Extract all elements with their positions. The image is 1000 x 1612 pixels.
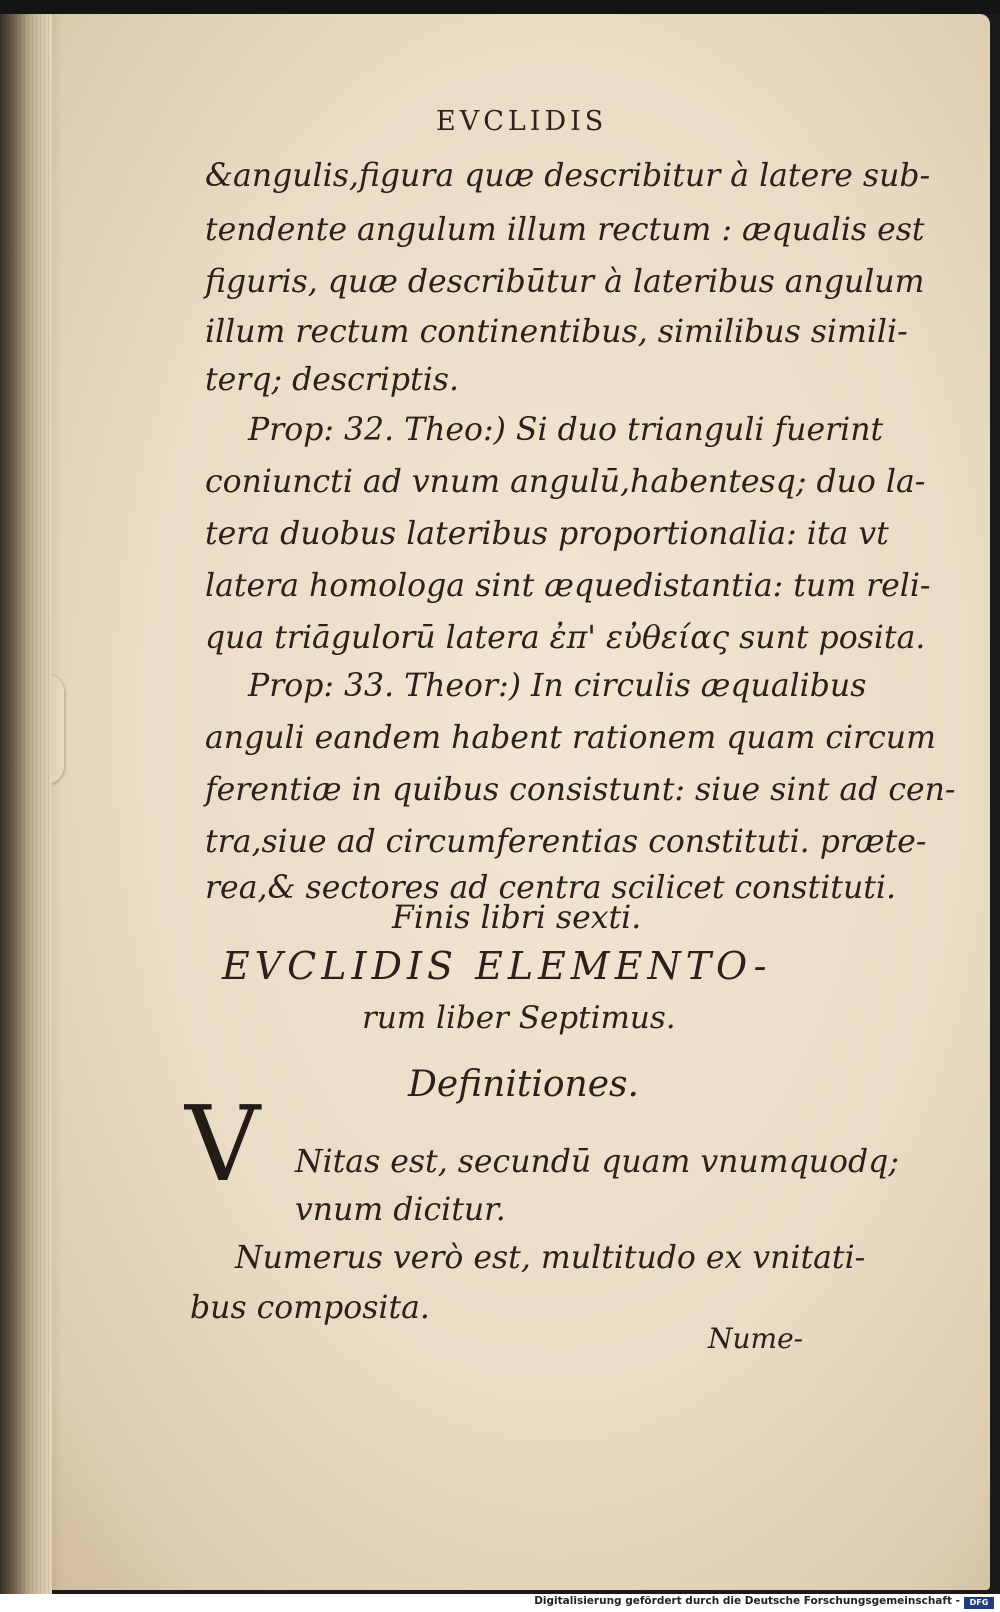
scan-background: [0, 0, 1000, 14]
text-line: terq; descriptis.: [205, 362, 459, 398]
definition-line: Nitas est, secundū quam vnumquodq;: [295, 1144, 899, 1180]
text-line: tendente angulum illum rectum : æqualis est: [205, 212, 925, 248]
text-line: anguli eandem habent rationem quam circum: [205, 720, 936, 756]
running-head: EVCLIDIS: [436, 106, 608, 137]
digitization-footer: [0, 1594, 1000, 1612]
definition-line: bus composita.: [190, 1290, 430, 1326]
text-line: figuris, quæ describūtur à lateribus angulum: [205, 264, 925, 300]
book-title: EVCLIDIS ELEMENTO-: [222, 944, 772, 988]
text-line: coniuncti ad vnum angulū,habentesq; duo la-: [205, 464, 926, 500]
text-line: tra,siue ad circumferentias constituti. præte-: [205, 824, 927, 860]
footer-credit: Digitalisierung gefördert durch die Deutsche Forschungsgemeinschaft -: [534, 1595, 960, 1607]
text-line: Prop: 32. Theo:) Si duo trianguli fuerint: [248, 412, 884, 448]
definition-line: vnum dicitur.: [295, 1192, 506, 1228]
text-line: qua triāgulorū latera ἐπ' εὐθείας sunt posita.: [205, 620, 926, 656]
catchword: Nume-: [708, 1322, 804, 1355]
book-subtitle: rum liber Septimus.: [362, 1000, 676, 1036]
section-heading: Definitiones.: [408, 1064, 639, 1105]
page-edges: [0, 14, 52, 1594]
text-line: Finis libri sexti.: [392, 900, 642, 936]
definition-line: Numerus verò est, multitudo ex vnitati-: [235, 1240, 866, 1276]
text-line: Prop: 33. Theor:) In circulis æqualibus: [248, 668, 867, 704]
dfg-logo-icon: DFG: [964, 1597, 994, 1609]
drop-cap: V: [185, 1083, 261, 1205]
text-line: rea,& sectores ad centra scilicet constituti.: [205, 870, 897, 906]
text-line: illum rectum continentibus, similibus simili-: [205, 314, 908, 350]
text-line: &angulis,figura quæ describitur à latere sub-: [205, 158, 931, 194]
text-line: latera homologa sint æquedistantia: tum reli-: [205, 568, 931, 604]
text-line: ferentiæ in quibus consistunt: siue sint ad cen-: [205, 772, 956, 808]
text-line: tera duobus lateribus proportionalia: ita vt: [205, 516, 889, 552]
